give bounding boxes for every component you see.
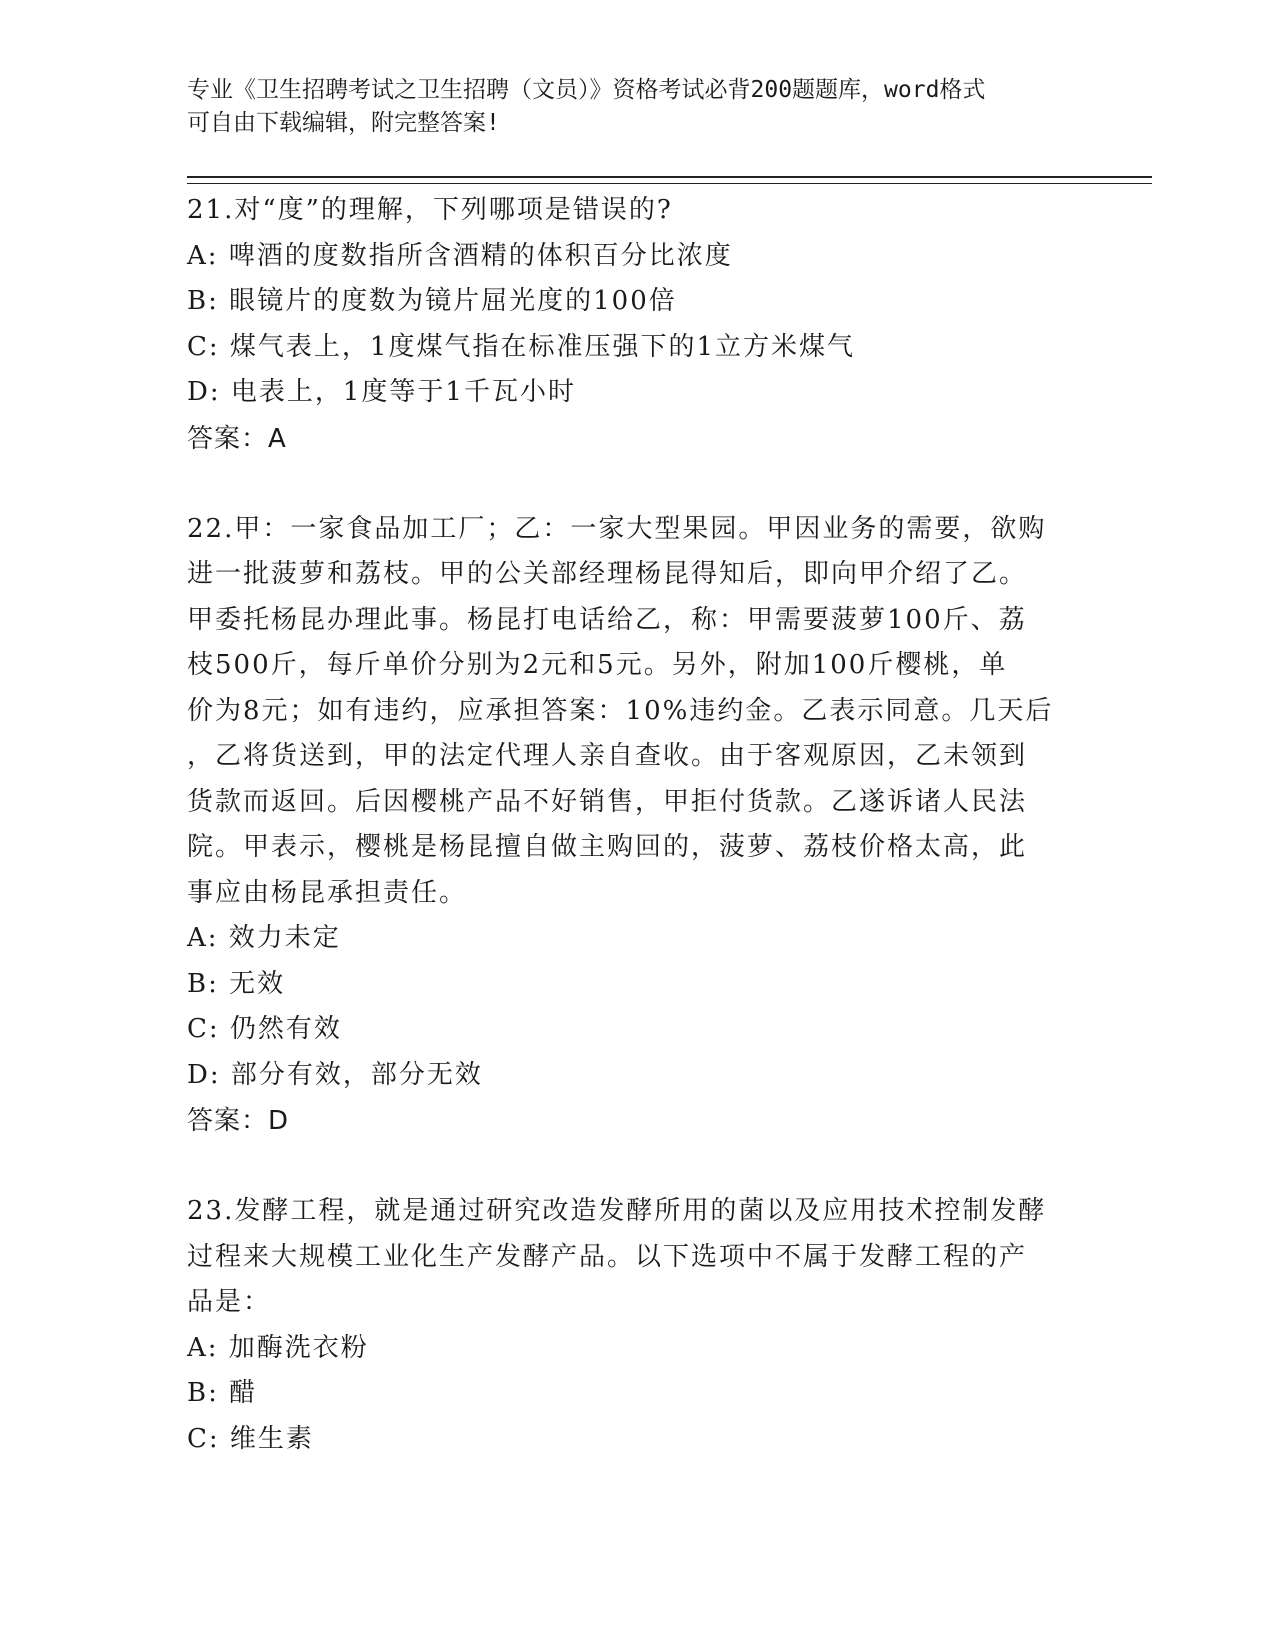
document-header <box>187 74 1067 140</box>
question-stem-line: 品是： <box>187 1287 272 1317</box>
header-divider-thin <box>187 183 1152 184</box>
option-b: B: 眼镜片的度数为镜片屈光度的100倍 <box>187 286 677 316</box>
option-a: A: 效力未定 <box>187 923 341 953</box>
question-22 <box>187 507 1087 1145</box>
question-stem-line: 21.对“度”的理解，下列哪项是错误的? <box>187 195 673 225</box>
question-stem-line: 枝500斤，每斤单价分别为2元和5元。另外，附加100斤樱桃，单 <box>187 650 1008 680</box>
option-c: C: 煤气表上，1度煤气指在标准压强下的1立方米煤气 <box>187 331 856 362</box>
question-spacer <box>187 1144 1087 1189</box>
question-spacer <box>187 462 1087 507</box>
question-23 <box>187 1189 1087 1462</box>
option-a: A: 啤酒的度数指所含酒精的体积百分比浓度 <box>187 240 733 271</box>
option-d: D: 部分有效，部分无效 <box>187 1059 483 1090</box>
answer-label: 答案：D <box>187 1106 290 1136</box>
question-stem-line: 过程来大规模工业化生产发酵产品。以下选项中不属于发酵工程的产 <box>187 1241 1028 1272</box>
question-list <box>187 188 1087 1462</box>
option-b: B: 醋 <box>187 1378 258 1408</box>
question-stem-line: 进一批菠萝和荔枝。甲的公关部经理杨昆得知后，即向甲介绍了乙。 <box>187 559 1028 589</box>
header-line-2: 可自由下载编辑，附完整答案! <box>187 110 500 136</box>
option-c: C: 仍然有效 <box>187 1014 342 1044</box>
question-stem-line: 货款而返回。后因樱桃产品不好销售，甲拒付货款。乙遂诉诸人民法 <box>187 786 1028 817</box>
option-b: B: 无效 <box>187 968 286 999</box>
question-stem-line: ，乙将货送到，甲的法定代理人亲自查收。由于客观原因，乙未领到 <box>187 741 1028 771</box>
option-d: D: 电表上，1度等于1千瓦小时 <box>187 377 576 407</box>
question-21 <box>187 188 1087 462</box>
header-line-1: 专业《卫生招聘考试之卫生招聘（文员）》资格考试必背200题题库，word格式 <box>187 77 986 103</box>
option-c: C: 维生素 <box>187 1423 314 1454</box>
question-stem-line: 事应由杨昆承担责任。 <box>187 877 468 908</box>
question-stem-line: 23.发酵工程，就是通过研究改造发酵所用的菌以及应用技术控制发酵 <box>187 1196 1047 1226</box>
question-stem-line: 价为8元；如有违约，应承担答案：10%违约金。乙表示同意。几天后 <box>187 695 1054 726</box>
answer-label: 答案：A <box>187 423 287 454</box>
header-divider-thick <box>187 176 1152 178</box>
option-a: A: 加酶洗衣粉 <box>187 1332 369 1363</box>
question-stem-line: 22.甲：一家食品加工厂；乙：一家大型果园。甲因业务的需要，欲购 <box>187 513 1047 544</box>
question-stem-line: 院。甲表示，樱桃是杨昆擅自做主购回的，菠萝、荔枝价格太高，此 <box>187 832 1028 862</box>
question-stem-line: 甲委托杨昆办理此事。杨昆打电话给乙，称：甲需要菠萝100斤、荔 <box>187 604 1027 635</box>
